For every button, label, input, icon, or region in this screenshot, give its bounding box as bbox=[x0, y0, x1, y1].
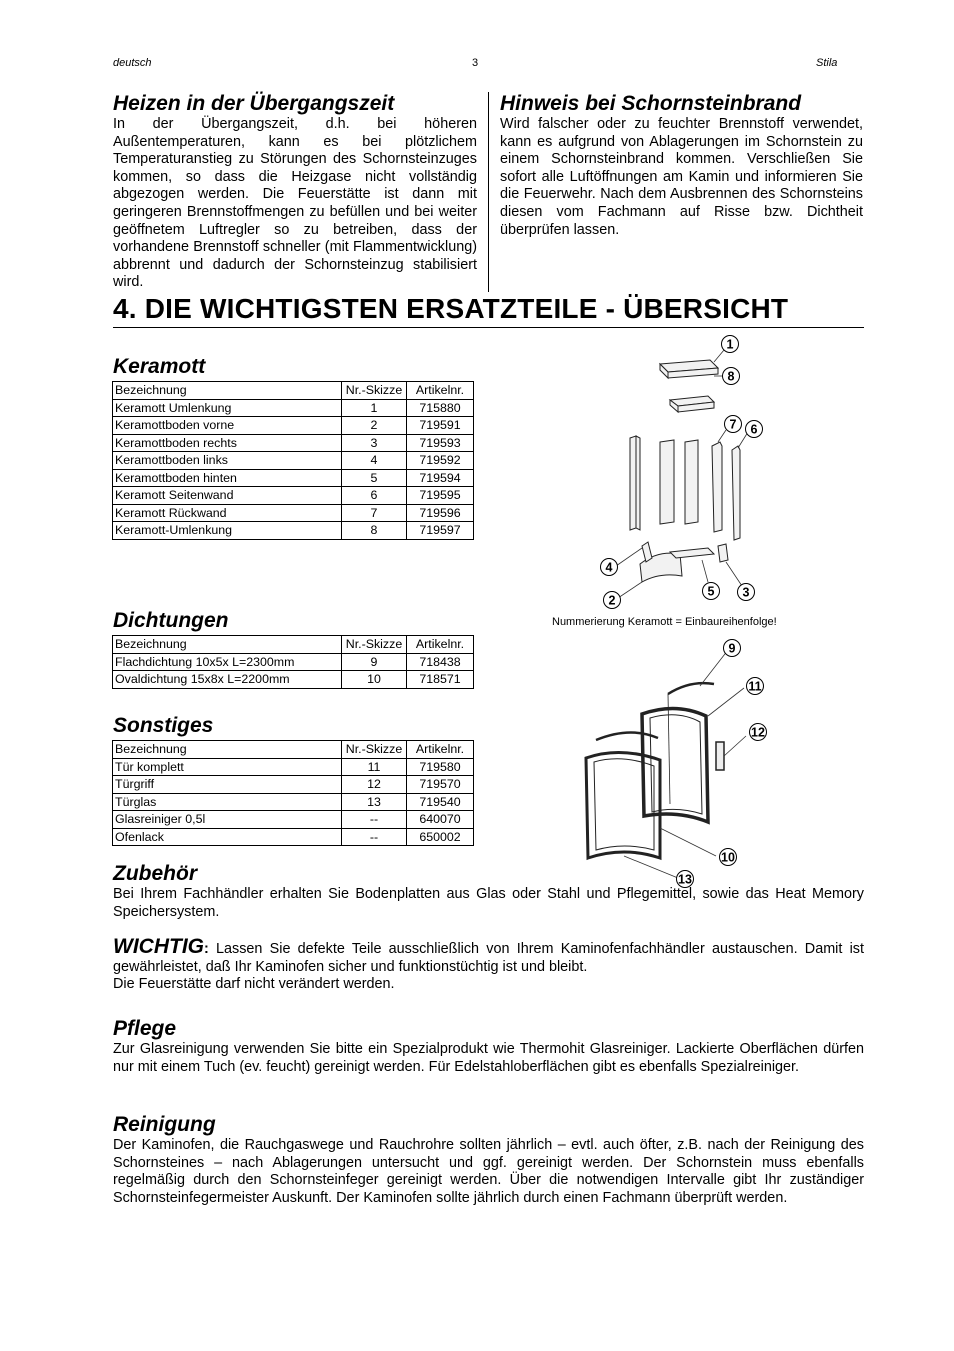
callout-label: 3 bbox=[742, 585, 750, 600]
table-row bbox=[113, 487, 474, 505]
table-row bbox=[113, 671, 474, 689]
title-rule bbox=[113, 327, 864, 328]
callout-label: 2 bbox=[608, 593, 616, 608]
reinigung-text: Der Kaminofen, die Rauchgaswege und Rauchrohre sollten jährlich – evtl. auch öfter, z.B. nach der Reinigung des Schornsteines – nach Ablagerungen untersucht und ggf. gereinigt werden. Der Schornstein muss ebenfalls regelmäßig durch den Schornsteinfeger gereinigt werden. Über die notwendigen Intervalle gibt Ihr zuständiger Schornsteinfegermeister Auskunft. Der Kaminofen sollte jährlich durch einen Fachmann überprüft werden. bbox=[113, 1137, 864, 1206]
table-cell: 12 bbox=[342, 776, 407, 794]
table-row bbox=[113, 452, 474, 470]
table-header-cell: Nr.-Skizze bbox=[342, 382, 407, 400]
table-cell: Flachdichtung 10x5x L=2300mm bbox=[113, 653, 342, 671]
wichtig-lead: WICHTIG bbox=[113, 935, 204, 958]
table-header-cell: Bezeichnung bbox=[113, 636, 342, 654]
table-cell: Ofenlack bbox=[113, 828, 342, 846]
table-header-row bbox=[113, 382, 474, 400]
callout-label: 7 bbox=[729, 417, 737, 432]
zubehoer-title: Zubehör bbox=[113, 862, 197, 885]
keramott-diagram-caption: Nummerierung Keramott = Einbaureihenfolge! bbox=[552, 616, 777, 628]
page-number: 3 bbox=[472, 57, 479, 69]
callout-label: 6 bbox=[750, 422, 758, 437]
table-cell: Türglas bbox=[113, 793, 342, 811]
door-diagram bbox=[580, 636, 780, 892]
table-header-row bbox=[113, 741, 474, 759]
section-text: Wird falscher oder zu feuchter Brennstoff verwendet, kann es aufgrund von Ablagerungen im Schornstein zu einem Schornsteinbrand kommen. Verschließen Sie sofort alle Luftöffnungen am Kamin und informieren Sie die Feuerwehr. Nach dem Ausbrennen des Schornsteins diesen vom Fachmann auf Risse bzw. Dichtheit überprüfen lassen. bbox=[500, 116, 863, 238]
table-row bbox=[113, 653, 474, 671]
section-title: Heizen in der Übergangszeit bbox=[113, 92, 395, 115]
table-header-cell: Artikelnr. bbox=[407, 741, 474, 759]
callout-label: 4 bbox=[605, 560, 613, 575]
keramott-table bbox=[112, 381, 474, 540]
wichtig-colon: : bbox=[203, 941, 209, 957]
table-cell: Ovaldichtung 15x8x L=2200mm bbox=[113, 671, 342, 689]
table-cell: Keramott Seitenwand bbox=[113, 487, 342, 505]
table-cell: 2 bbox=[342, 417, 407, 435]
table-cell: 719540 bbox=[407, 793, 474, 811]
table-cell: 11 bbox=[342, 758, 407, 776]
table-cell: 650002 bbox=[407, 828, 474, 846]
table-cell: Glasreiniger 0,5l bbox=[113, 811, 342, 829]
table-row bbox=[113, 434, 474, 452]
table-cell: Tür komplett bbox=[113, 758, 342, 776]
column-divider bbox=[488, 92, 489, 292]
table-row bbox=[113, 417, 474, 435]
table-header-cell: Bezeichnung bbox=[113, 382, 342, 400]
table-row bbox=[113, 828, 474, 846]
table-cell: Keramott-Umlenkung bbox=[113, 522, 342, 540]
table-cell: 9 bbox=[342, 653, 407, 671]
table-cell: Keramott Umlenkung bbox=[113, 399, 342, 417]
page-title: 4. DIE WICHTIGSTEN ERSATZTEILE - ÜBERSICHT bbox=[113, 293, 789, 324]
section-uebergangszeit bbox=[113, 92, 477, 292]
table-header-row bbox=[113, 636, 474, 654]
callout-label: 13 bbox=[678, 872, 692, 887]
table-row bbox=[113, 811, 474, 829]
section-schornsteinbrand bbox=[500, 92, 863, 239]
header-language: deutsch bbox=[113, 57, 152, 69]
table-cell: Keramottboden vorne bbox=[113, 417, 342, 435]
table-cell: 8 bbox=[342, 522, 407, 540]
table-cell: 640070 bbox=[407, 811, 474, 829]
table-cell: 5 bbox=[342, 469, 407, 487]
table-cell: 719570 bbox=[407, 776, 474, 794]
table-cell: Keramottboden rechts bbox=[113, 434, 342, 452]
table-cell: Türgriff bbox=[113, 776, 342, 794]
table-cell: 4 bbox=[342, 452, 407, 470]
sonstiges-table bbox=[112, 740, 474, 846]
table-cell: Keramottboden links bbox=[113, 452, 342, 470]
table-cell: 10 bbox=[342, 671, 407, 689]
table-header-cell: Bezeichnung bbox=[113, 741, 342, 759]
callout-label: 11 bbox=[748, 679, 762, 694]
table-cell: 719592 bbox=[407, 452, 474, 470]
table-row bbox=[113, 504, 474, 522]
table-row bbox=[113, 758, 474, 776]
zubehoer-text: Bei Ihrem Fachhändler erhalten Sie Bodenplatten aus Glas oder Stahl und Pflegemittel, sowie das Heat Memory Speichersystem. bbox=[113, 886, 864, 920]
callout-label: 5 bbox=[707, 584, 715, 599]
section-title: Hinweis bei Schornsteinbrand bbox=[500, 92, 802, 115]
keramott-title: Keramott bbox=[113, 355, 206, 378]
table-cell: 719593 bbox=[407, 434, 474, 452]
dichtungen-title: Dichtungen bbox=[113, 609, 229, 632]
table-cell: 719580 bbox=[407, 758, 474, 776]
wichtig-block bbox=[113, 935, 864, 994]
table-cell: 715880 bbox=[407, 399, 474, 417]
table-row bbox=[113, 793, 474, 811]
section-text: In der Übergangszeit, d.h. bei höheren Außentemperaturen, kann es bei plötzlichem Temperaturanstieg zu Störungen des Schornsteinzuges kommen, so dass die Heizgase nicht vollständig abgezogen werden. Die Feuerstätte ist dann mit geringeren Brennstoffmengen zu befüllen und bei weiter geöffnetem Luftregler so zu betreiben, dass der vorhandene Brennstoff schneller (mit Flammentwicklung) abbrennt und dadurch der Schornsteinzug stabilisiert wird. bbox=[113, 116, 477, 291]
callout-label: 1 bbox=[726, 337, 734, 352]
table-cell: 13 bbox=[342, 793, 407, 811]
table-cell: -- bbox=[342, 828, 407, 846]
table-cell: 719596 bbox=[407, 504, 474, 522]
dichtungen-table bbox=[112, 635, 474, 689]
table-cell: 3 bbox=[342, 434, 407, 452]
table-header-cell: Nr.-Skizze bbox=[342, 636, 407, 654]
table-cell: Keramott Rückwand bbox=[113, 504, 342, 522]
table-cell: 719595 bbox=[407, 487, 474, 505]
table-row bbox=[113, 399, 474, 417]
table-row bbox=[113, 522, 474, 540]
pflege-text: Zur Glasreinigung verwenden Sie bitte ein Spezialprodukt wie Thermohit Glasreiniger. Lackierte Oberflächen dürfen nur mit einem Tuch (ev. feucht) gereinigt werden. Für Edelstahloberflächen gibt es ebenfalls Spezialreiniger. bbox=[113, 1041, 864, 1075]
table-cell: 6 bbox=[342, 487, 407, 505]
table-cell: -- bbox=[342, 811, 407, 829]
table-row bbox=[113, 469, 474, 487]
table-cell: 719594 bbox=[407, 469, 474, 487]
table-cell: 718438 bbox=[407, 653, 474, 671]
keramott-diagram bbox=[590, 332, 770, 612]
table-cell: 1 bbox=[342, 399, 407, 417]
wichtig-line2: Die Feuerstätte darf nicht verändert werden. bbox=[113, 976, 395, 993]
table-cell: 719591 bbox=[407, 417, 474, 435]
table-cell: 719597 bbox=[407, 522, 474, 540]
table-header-cell: Artikelnr. bbox=[407, 636, 474, 654]
callout-label: 10 bbox=[721, 850, 735, 865]
callout-label: 8 bbox=[727, 369, 735, 384]
table-header-cell: Nr.-Skizze bbox=[342, 741, 407, 759]
table-header-cell: Artikelnr. bbox=[407, 382, 474, 400]
callout-label: 12 bbox=[751, 725, 765, 740]
wichtig-text: Lassen Sie defekte Teile ausschließlich von Ihrem Kaminofenfachhändler austauschen. Damit ist gewährleistet, daß Ihr Kaminofen sicher und funktionstüchtig ist und bleibt. bbox=[113, 941, 864, 975]
table-cell: 7 bbox=[342, 504, 407, 522]
callout-label: 9 bbox=[728, 641, 736, 656]
header-product: Stila bbox=[816, 57, 838, 69]
table-cell: Keramottboden hinten bbox=[113, 469, 342, 487]
pflege-title: Pflege bbox=[113, 1017, 177, 1040]
table-cell: 718571 bbox=[407, 671, 474, 689]
sonstiges-title: Sonstiges bbox=[113, 714, 214, 737]
table-row bbox=[113, 776, 474, 794]
reinigung-title: Reinigung bbox=[113, 1113, 216, 1136]
